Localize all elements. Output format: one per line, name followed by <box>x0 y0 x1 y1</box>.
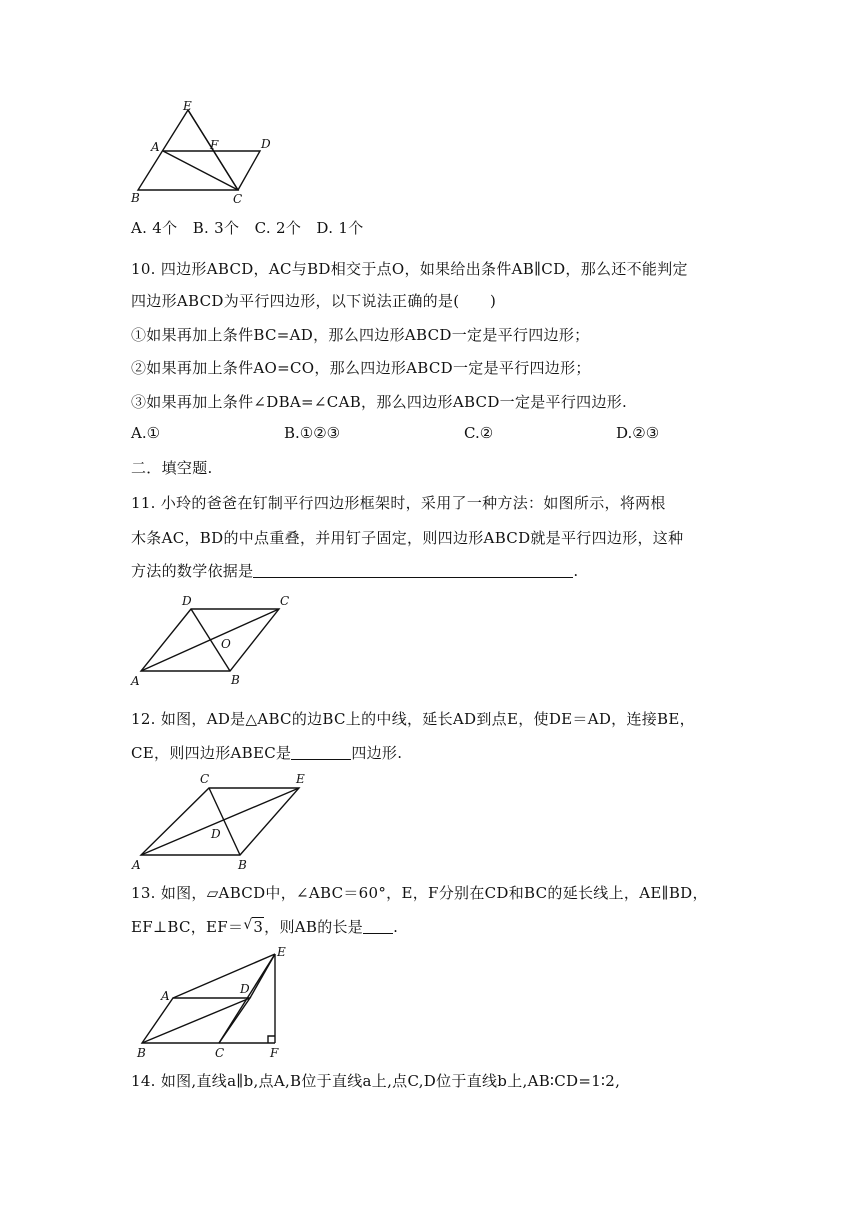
segment-ae <box>141 788 299 855</box>
q11-line2: 木条AC，BD的中点重叠，并用钉子固定，则四边形ABCD就是平行四边形，这种 <box>131 529 684 547</box>
q13-suffix: . <box>393 918 399 936</box>
answer-blank-q13[interactable] <box>363 919 393 934</box>
label-b: B <box>231 673 240 687</box>
q11-prefix: 方法的数学依据是 <box>131 562 254 580</box>
segment-cb <box>209 788 240 855</box>
label-b: B <box>137 1046 146 1060</box>
label-e: E <box>277 945 286 959</box>
q11-line3 <box>131 560 578 581</box>
q12-prefix: CE，则四边形ABEC是 <box>131 744 292 762</box>
label-f: F <box>270 1046 279 1060</box>
q13-line1: 13. 如图，▱ABCD中，∠ABC＝60°，E，F分别在CD和BC的延长线上，AE∥BD， <box>131 884 708 902</box>
q10-option-c: C.② <box>464 424 494 442</box>
label-c: C <box>280 594 290 608</box>
section-heading-fill-in: 二．填空题. <box>131 459 213 477</box>
label-d: D <box>211 827 221 841</box>
radical-sign: √ <box>243 917 253 933</box>
radicand: 3 <box>253 918 264 936</box>
figure-q9 <box>125 98 275 208</box>
q10-line1: 10. 四边形ABCD，AC与BD相交于点O，如果给出条件AB∥CD，那么还不能判定 <box>131 260 688 278</box>
figure-q11 <box>125 593 305 688</box>
label-c: C <box>200 772 210 786</box>
label-e: E <box>296 772 305 786</box>
answer-blank-q12[interactable] <box>291 745 351 760</box>
q12-suffix: 四边形. <box>351 744 403 762</box>
segment-ac <box>163 151 238 190</box>
q10-option-a: A.① <box>131 424 161 442</box>
q9-options: A. 4个 B. 3个 C. 2个 D. 1个 <box>131 219 364 237</box>
q10-statement3: ③如果再加上条件∠DBA=∠CAB，那么四边形ABCD一定是平行四边形. <box>131 393 628 411</box>
segment-ae <box>173 954 275 998</box>
label-a: A <box>151 140 160 154</box>
right-angle-marker <box>268 1036 275 1043</box>
q10-line2: 四边形ABCD为平行四边形，以下说法正确的是( ) <box>131 292 497 310</box>
q10-statement1: ①如果再加上条件BC=AD，那么四边形ABCD一定是平行四边形； <box>131 326 590 344</box>
q11-line1: 11. 小玲的爸爸在钉制平行四边形框架时，采用了一种方法：如图所示，将两根 <box>131 494 666 512</box>
label-a: A <box>132 858 141 872</box>
q14-line1: 14. 如图,直线a∥b,点A,B位于直线a上,点C,D位于直线b上,AB∶CD=1∶2, <box>131 1072 621 1090</box>
answer-blank-q11[interactable] <box>253 563 573 578</box>
sqrt-3 <box>243 918 264 936</box>
label-d: D <box>182 594 192 608</box>
q10-option-b: B.①②③ <box>284 424 341 442</box>
q12-line1: 12. 如图，AD是△ABC的边BC上的中线，延长AD到点E，使DE＝AD，连接BE， <box>131 710 695 728</box>
label-o: O <box>221 637 231 651</box>
label-b: B <box>131 191 140 205</box>
label-f: F <box>210 138 219 152</box>
label-b: B <box>238 858 247 872</box>
label-a: A <box>161 989 170 1003</box>
q13-prefix: EF⊥BC，EF＝ <box>131 918 244 936</box>
q10-option-d: D.②③ <box>616 424 660 442</box>
label-c: C <box>233 192 243 206</box>
label-e: E <box>183 99 192 113</box>
label-d: D <box>261 137 271 151</box>
figure-q12 <box>125 770 320 875</box>
label-a: A <box>131 674 140 688</box>
figure-q13 <box>125 943 300 1063</box>
q13-mid: ，则AB的长是 <box>264 918 364 936</box>
q12-line2 <box>131 742 402 763</box>
label-c: C <box>215 1046 225 1060</box>
q10-statement2: ②如果再加上条件AO=CO，那么四边形ABCD一定是平行四边形； <box>131 359 591 377</box>
q13-line2 <box>131 916 398 937</box>
label-d: D <box>240 982 250 996</box>
q11-suffix: . <box>573 562 579 580</box>
segment-a-d-c <box>163 151 260 190</box>
